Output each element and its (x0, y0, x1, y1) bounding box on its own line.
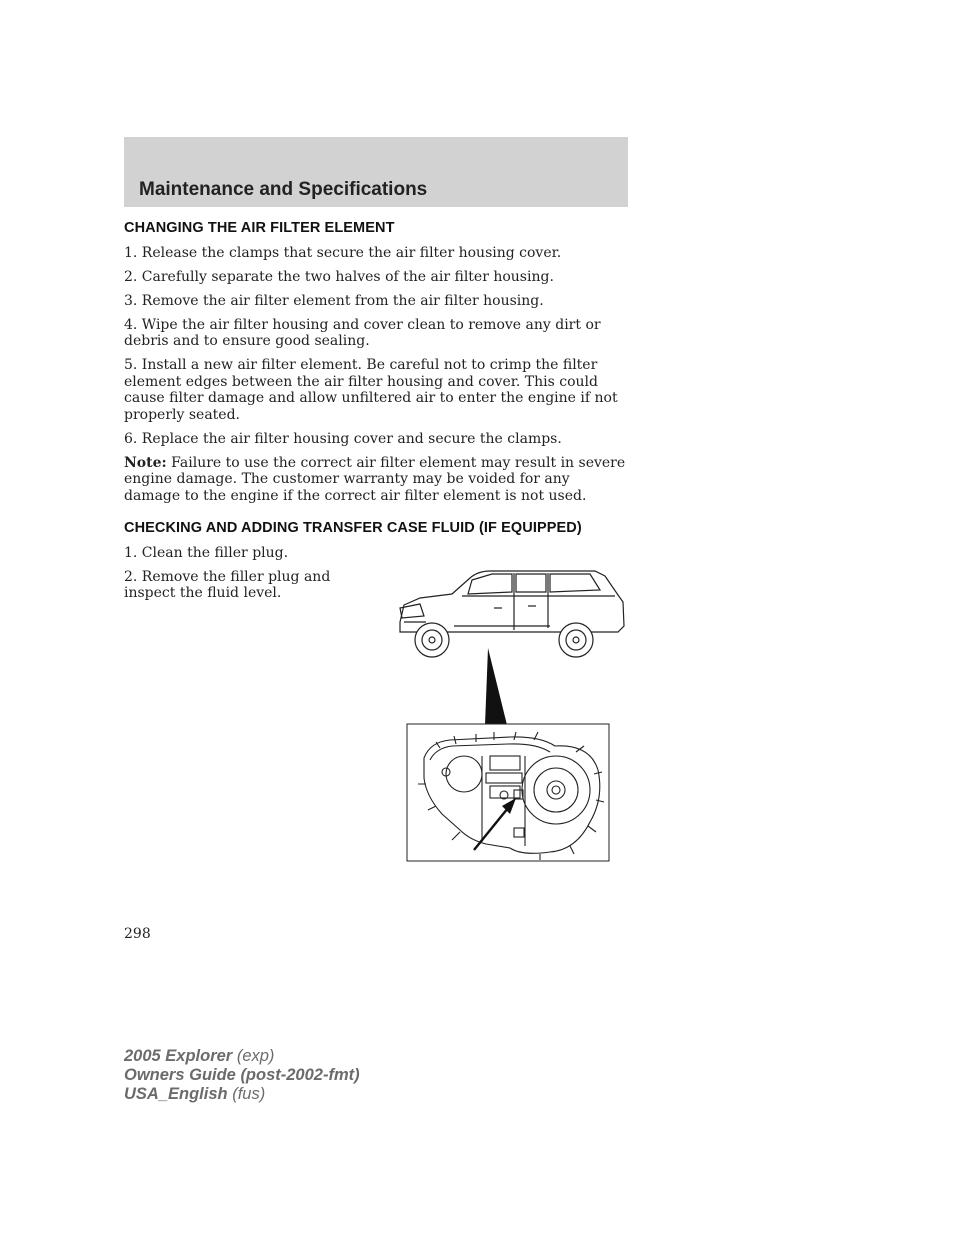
section-heading-transfer-case: CHECKING AND ADDING TRANSFER CASE FLUID (IF EQUIPPED) (124, 520, 582, 536)
footer-line-1: 2005 Explorer (exp) (124, 1047, 275, 1065)
step-text: 3. Remove the air filter element from the air filter housing. (124, 292, 544, 309)
transfer-case-illustration (390, 560, 630, 870)
note-label: Note: (124, 454, 167, 471)
callout-pointer (485, 648, 507, 725)
note-paragraph (124, 455, 630, 505)
note-text: Failure to use the correct air filter element may result in severe engine damage. The customer warranty may be voided for any damage to the engine if the correct air filter element is not used. (124, 454, 626, 504)
step-text: 1. Release the clamps that secure the air filter housing cover. (124, 244, 562, 261)
main-content (124, 220, 630, 609)
step-text: 2. Carefully separate the two halves of the air filter housing. (124, 268, 554, 285)
footer-line-3: USA_English (fus) (124, 1085, 266, 1103)
section-heading-air-filter: CHANGING THE AIR FILTER ELEMENT (124, 220, 395, 236)
step-text: 6. Replace the air filter housing cover and secure the clamps. (124, 430, 562, 447)
vehicle-and-transfer-case-diagram (390, 560, 630, 870)
step-text: 4. Wipe the air filter housing and cover clean to remove any dirt or debris and to ensure good sealing. (124, 316, 601, 349)
step-text: 1. Clean the filler plug. (124, 544, 289, 561)
page-title: Maintenance and Specifications (139, 179, 428, 200)
step-text: 5. Install a new air filter element. Be careful not to crimp the filter element edges between the air filter housing and cover. This could cause filter damage and allow unfiltered air to enter the engine if not properly seated. (124, 357, 618, 423)
page-number: 298 (124, 926, 151, 942)
document-footer (124, 1047, 360, 1104)
step-text: 2. Remove the filler plug and inspect the fluid level. (124, 568, 331, 601)
front-wheel (415, 623, 449, 657)
footer-line-2: Owners Guide (post-2002-fmt) (124, 1066, 360, 1084)
section-header-band (124, 137, 628, 207)
rear-wheel (559, 623, 593, 657)
